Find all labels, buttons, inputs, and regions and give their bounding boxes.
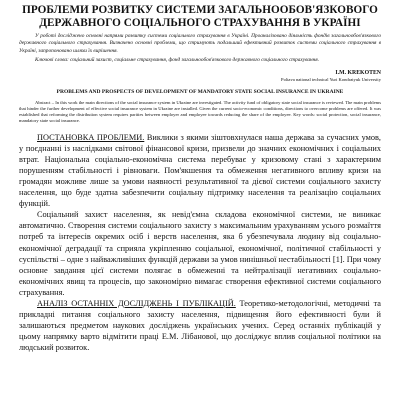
english-title: PROBLEMS AND PROSPECTS OF DEVELOPMENT OF MANDATORY STATE SOCIAL INSURANCE IN UKRAINE bbox=[56, 89, 344, 95]
section-heading: ПОСТАНОВКА ПРОБЛЕМИ. bbox=[37, 132, 145, 142]
section-heading: АНАЛІЗ ОСТАННІХ ДОСЛІДЖЕНЬ І ПУБЛІКАЦІЙ. bbox=[37, 299, 236, 309]
abstract-english: Abstract – In this work the main directions of the social insurance system in Ukraine are investigated. The activity fund of obligatory state social insurance is reviewed. The main problems that hinder the further development of effective social insurance system in Ukraine are installed. Given the current socio-economic conditions, directions to overcome problems are offered. It was established that reforming the distribution system requires parities between employer and employee towards reducing the share of the employee. Key words: social protection, social insurance, mandatory state social insurance. bbox=[19, 100, 381, 123]
paragraph-text: Теоретико-методологічні, методичні та прикладні питання соціального захисту населення, підвищення його ефективності були й залишаються предметом наукових досліджень українських учених. Серед останніх публікацій у цьому напрямку варто відмітити праці Е.М. Лібанової, що досліджує вплив соціальної політики на людський розвиток. bbox=[19, 299, 381, 353]
section-literature-review bbox=[19, 298, 381, 353]
paper-title: ПРОБЛЕМИ РОЗВИТКУ СИСТЕМИ ЗАГАЛЬНООБОВ'ЯЗКОВОГО ДЕРЖАВНОГО СОЦІАЛЬНОГО СТРАХУВАННЯ В УКРАЇНІ bbox=[22, 4, 378, 29]
paragraph-text: Соціальний захист населення, як невід'ємна складова економічної системи, не виникає автоматично. Створення системи соціального захисту з максимальним урахуванням усього розмаїття потреб та інтересів окремих осіб і верств населення, яка б убезпечувала людину від соціально-економічної деградації та сприяла укріпленню соціальної, економічної, політичної стабільності у суспільстві – одне з найважливіших функцій держави за умов нинішньої нестабільності [1]. При чому основне завдання цієї системи полягає в обмеженні та нейтралізації негативних соціально-економічних явищ та процесів, що закономірно вимагає створення ефективної системи соціального страхування. bbox=[19, 210, 381, 297]
abstract-ukrainian: У роботі досліджено основні напрями розвитку системи соціального страхування в Україні. Проаналізовано діяльність фондів загальнообов'язкового державного соціального страхування. Визначено основні проблеми, що стримують подальший ефективний розвиток системи соціального страхування в Україні, запропоновано шляхи їх вирішення. bbox=[19, 33, 381, 54]
paragraph-text: Виклики з якими зіштовхнулася наша держава за сучасних умов, у поєднанні із наслідками світової фінансової кризи, призвели до значних економічних і соціальних втрат. Національна соціально-економічна система перебуває у кризовому стані з характерним порушенням стабільності і рівноваги. Пом'якшення та обмеження негативного впливу кризи на громадян можливе лише за умови наявності результативної та дієвої системи соціального захисту населення, що буде здатна забезпечити соціальну підтримку населення та реалізацію соціальних функцій. bbox=[19, 132, 381, 209]
section-problem-statement bbox=[19, 132, 381, 210]
paragraph-social-protection bbox=[19, 209, 381, 298]
author-affiliation: Poltava national technical Yuri Kondratyuk University bbox=[281, 77, 381, 82]
author-name: I.M. KREKOTEN bbox=[335, 70, 381, 76]
keywords-ukrainian: Ключові слова: соціальний захист, соціальне страхування, фонд загальнообов'язкового державного соціального страхування. bbox=[35, 56, 320, 63]
